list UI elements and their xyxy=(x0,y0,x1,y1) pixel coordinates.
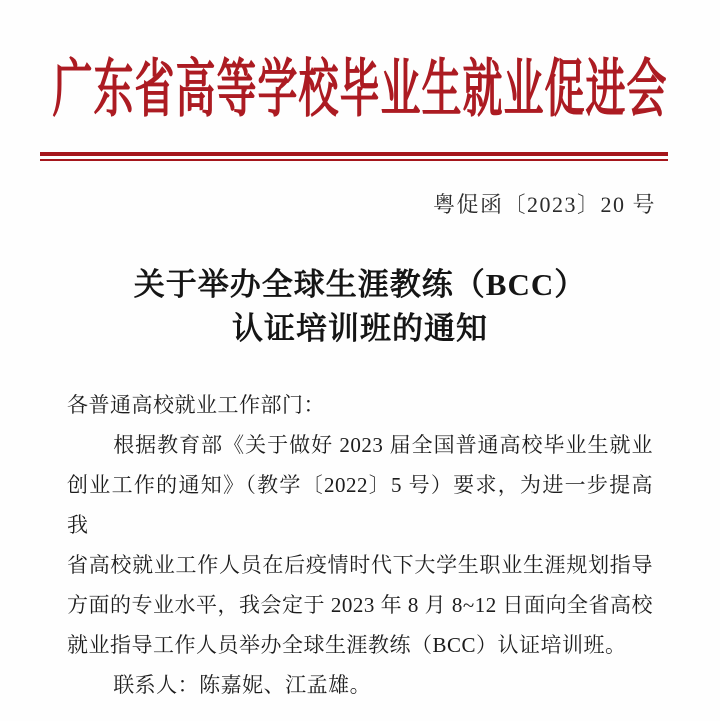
divider-thick-line xyxy=(40,152,668,156)
document-title-line1: 关于举办全球生涯教练（BCC） xyxy=(133,267,587,302)
document-title xyxy=(0,263,720,351)
letterhead-divider xyxy=(40,152,668,161)
document-body xyxy=(0,385,720,705)
body-line: 创业工作的通知》（教学〔2022〕5 号）要求，为进一步提高我 xyxy=(67,473,653,537)
divider-thin-line xyxy=(40,159,668,161)
body-line: 方面的专业水平，我会定于 2023 年 8 月 8~12 日面向全省高校 xyxy=(67,593,653,617)
salutation-line: 各普通高校就业工作部门： xyxy=(67,393,325,417)
body-line: 就业指导工作人员举办全球生涯教练（BCC）认证培训班。 xyxy=(67,633,627,657)
body-line: 根据教育部《关于做好 2023 届全国普通高校毕业生就业 xyxy=(113,433,653,457)
document-page xyxy=(0,54,720,721)
contact-line: 联系人：陈嘉妮、江孟雄。 xyxy=(113,673,372,697)
document-number: 粤促函〔2023〕20 号 xyxy=(432,192,656,217)
letterhead-org-name: 广东省高等学校毕业生就业促进会 xyxy=(52,53,668,125)
body-line: 省高校就业工作人员在后疫情时代下大学生职业生涯规划指导 xyxy=(67,553,653,577)
document-title-line2: 认证培训班的通知 xyxy=(232,311,488,346)
